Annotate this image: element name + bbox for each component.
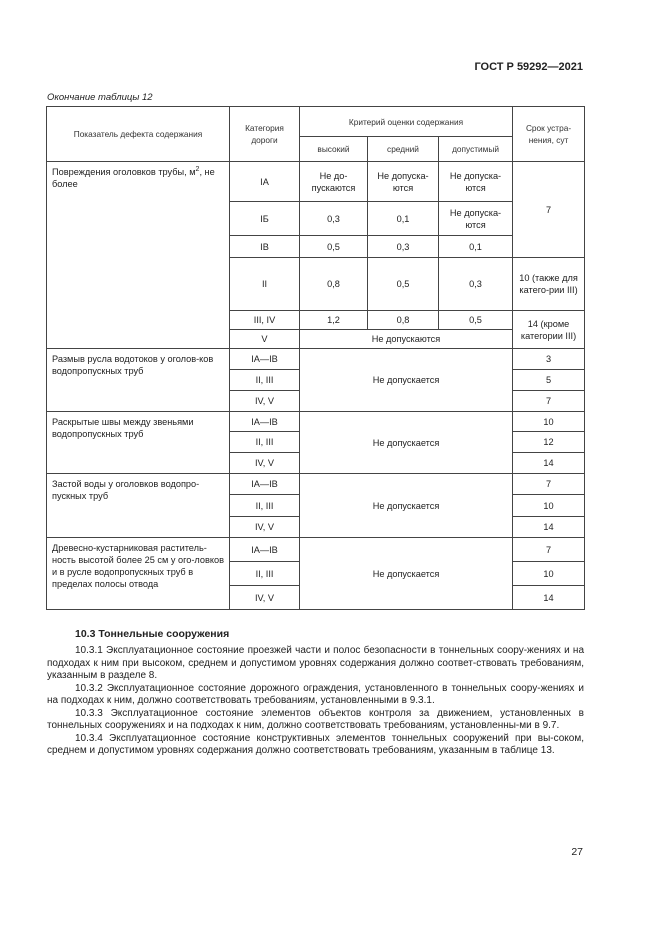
term-cell: 10	[513, 562, 585, 586]
value-cell: 0,8	[300, 258, 368, 311]
term-cell: 10	[513, 412, 585, 432]
term-cell: 7	[513, 391, 585, 412]
category-cell: II	[230, 258, 300, 311]
value-cell: Не допуска-ются	[439, 202, 513, 236]
category-cell: IA—IB	[230, 474, 300, 495]
merged-value-cell: Не допускается	[300, 412, 513, 474]
defects-table	[46, 106, 585, 610]
value-cell: Не допуска-ются	[368, 162, 439, 202]
paragraph: 10.3.3 Эксплуатационное состояние элементов объектов контроля за движением, установленных в тоннельных сооружениях и на подходах к ним, должно соответствовать требованиям, установленны-ми в 9.7.	[47, 707, 584, 731]
category-cell: IA—IB	[230, 538, 300, 562]
category-cell: IV, V	[230, 391, 300, 412]
value-cell: 0,3	[368, 236, 439, 258]
paragraph: 10.3.1 Эксплуатационное состояние проезжей части и полос безопасности в тоннельных соору-жениях и на подходах к ним при высоком, среднем и допустимом уровнях содержания должно соответ-ствовать требованиям, указанным в разделе 8.	[47, 645, 584, 681]
value-cell: 0,3	[439, 258, 513, 311]
indicator-cell: Повреждения оголовков трубы, $м^2$, не более	[47, 162, 230, 349]
category-cell: IA—IB	[230, 349, 300, 370]
category-cell: IV, V	[230, 517, 300, 538]
merged-value-cell: Не допускается	[300, 538, 513, 610]
page-number: 27	[571, 846, 583, 858]
merged-value-cell: Не допускается	[300, 474, 513, 538]
category-cell: II, III	[230, 495, 300, 517]
indicator-cell: Застой воды у оголовков водопро-пускных труб	[47, 474, 230, 538]
term-cell: 5	[513, 370, 585, 391]
term-cell: 10 (также для катего-рии III)	[513, 258, 585, 311]
table-row	[47, 349, 585, 370]
value-cell: 0,1	[368, 202, 439, 236]
header-criterion: Критерий оценки содержания	[300, 107, 513, 137]
category-cell: V	[230, 330, 300, 349]
value-cell: 0,8	[368, 311, 439, 330]
table-row	[47, 538, 585, 562]
category-cell: II, III	[230, 432, 300, 453]
category-cell: II, III	[230, 370, 300, 391]
header-category: Категория дороги	[230, 107, 300, 162]
paragraph: 10.3.2 Эксплуатационное состояние дорожного ограждения, установленного в тоннельных соору-жениях и на подходах к ним, должно соответствовать требованиям, установленными в 9.3.1.	[47, 682, 584, 706]
value-cell: 0,5	[368, 258, 439, 311]
term-cell: 7	[513, 162, 585, 258]
term-cell: 14	[513, 453, 585, 474]
indicator-cell: Размыв русла водотоков у оголов-ков водопропускных труб	[47, 349, 230, 412]
category-cell: II, III	[230, 562, 300, 586]
value-cell: 0,5	[300, 236, 368, 258]
paragraph: 10.3.4 Эксплуатационное состояние конструктивных элементов тоннельных сооружений при вы-соком, среднем и допустимом уровнях содержания должно соответствовать требованиям, указанным в таблице 13.	[47, 732, 584, 756]
document-header: ГОСТ Р 59292—2021	[474, 61, 583, 73]
term-cell: 10	[513, 495, 585, 517]
value-cell: 0,3	[300, 202, 368, 236]
term-cell: 14	[513, 586, 585, 610]
category-cell: IA—IB	[230, 412, 300, 432]
value-cell: Не до-пускаются	[300, 162, 368, 202]
table-row	[47, 474, 585, 495]
term-cell: 12	[513, 432, 585, 453]
category-cell: III, IV	[230, 311, 300, 330]
term-cell: 3	[513, 349, 585, 370]
header-high: высокий	[300, 137, 368, 162]
header-acceptable: допустимый	[439, 137, 513, 162]
header-medium: средний	[368, 137, 439, 162]
category-cell: IV, V	[230, 453, 300, 474]
category-cell: IБ	[230, 202, 300, 236]
table-row	[47, 162, 585, 202]
header-term: Срок устра-нения, сут	[513, 107, 585, 162]
section-body	[47, 645, 584, 758]
term-cell: 7	[513, 538, 585, 562]
category-cell: IA	[230, 162, 300, 202]
table-row	[47, 412, 585, 432]
merged-value-cell: Не допускаются	[300, 330, 513, 349]
category-cell: IB	[230, 236, 300, 258]
value-cell: 0,1	[439, 236, 513, 258]
indicator-cell: Раскрытые швы между звеньями водопропускных труб	[47, 412, 230, 474]
value-cell: 0,5	[439, 311, 513, 330]
value-cell: Не допуска-ются	[439, 162, 513, 202]
term-cell: 14 (кроме категории III)	[513, 311, 585, 349]
value-cell: 1,2	[300, 311, 368, 330]
section-title: 10.3 Тоннельные сооружения	[75, 628, 230, 640]
category-cell: IV, V	[230, 586, 300, 610]
table-caption: Окончание таблицы 12	[47, 92, 153, 103]
indicator-cell: Древесно-кустарниковая раститель-ность высотой более 25 см у ого-ловков и в русле водопропускных труб в пределах полосы отвода	[47, 538, 230, 610]
term-cell: 7	[513, 474, 585, 495]
merged-value-cell: Не допускается	[300, 349, 513, 412]
header-indicator: Показатель дефекта содержания	[47, 107, 230, 162]
term-cell: 14	[513, 517, 585, 538]
